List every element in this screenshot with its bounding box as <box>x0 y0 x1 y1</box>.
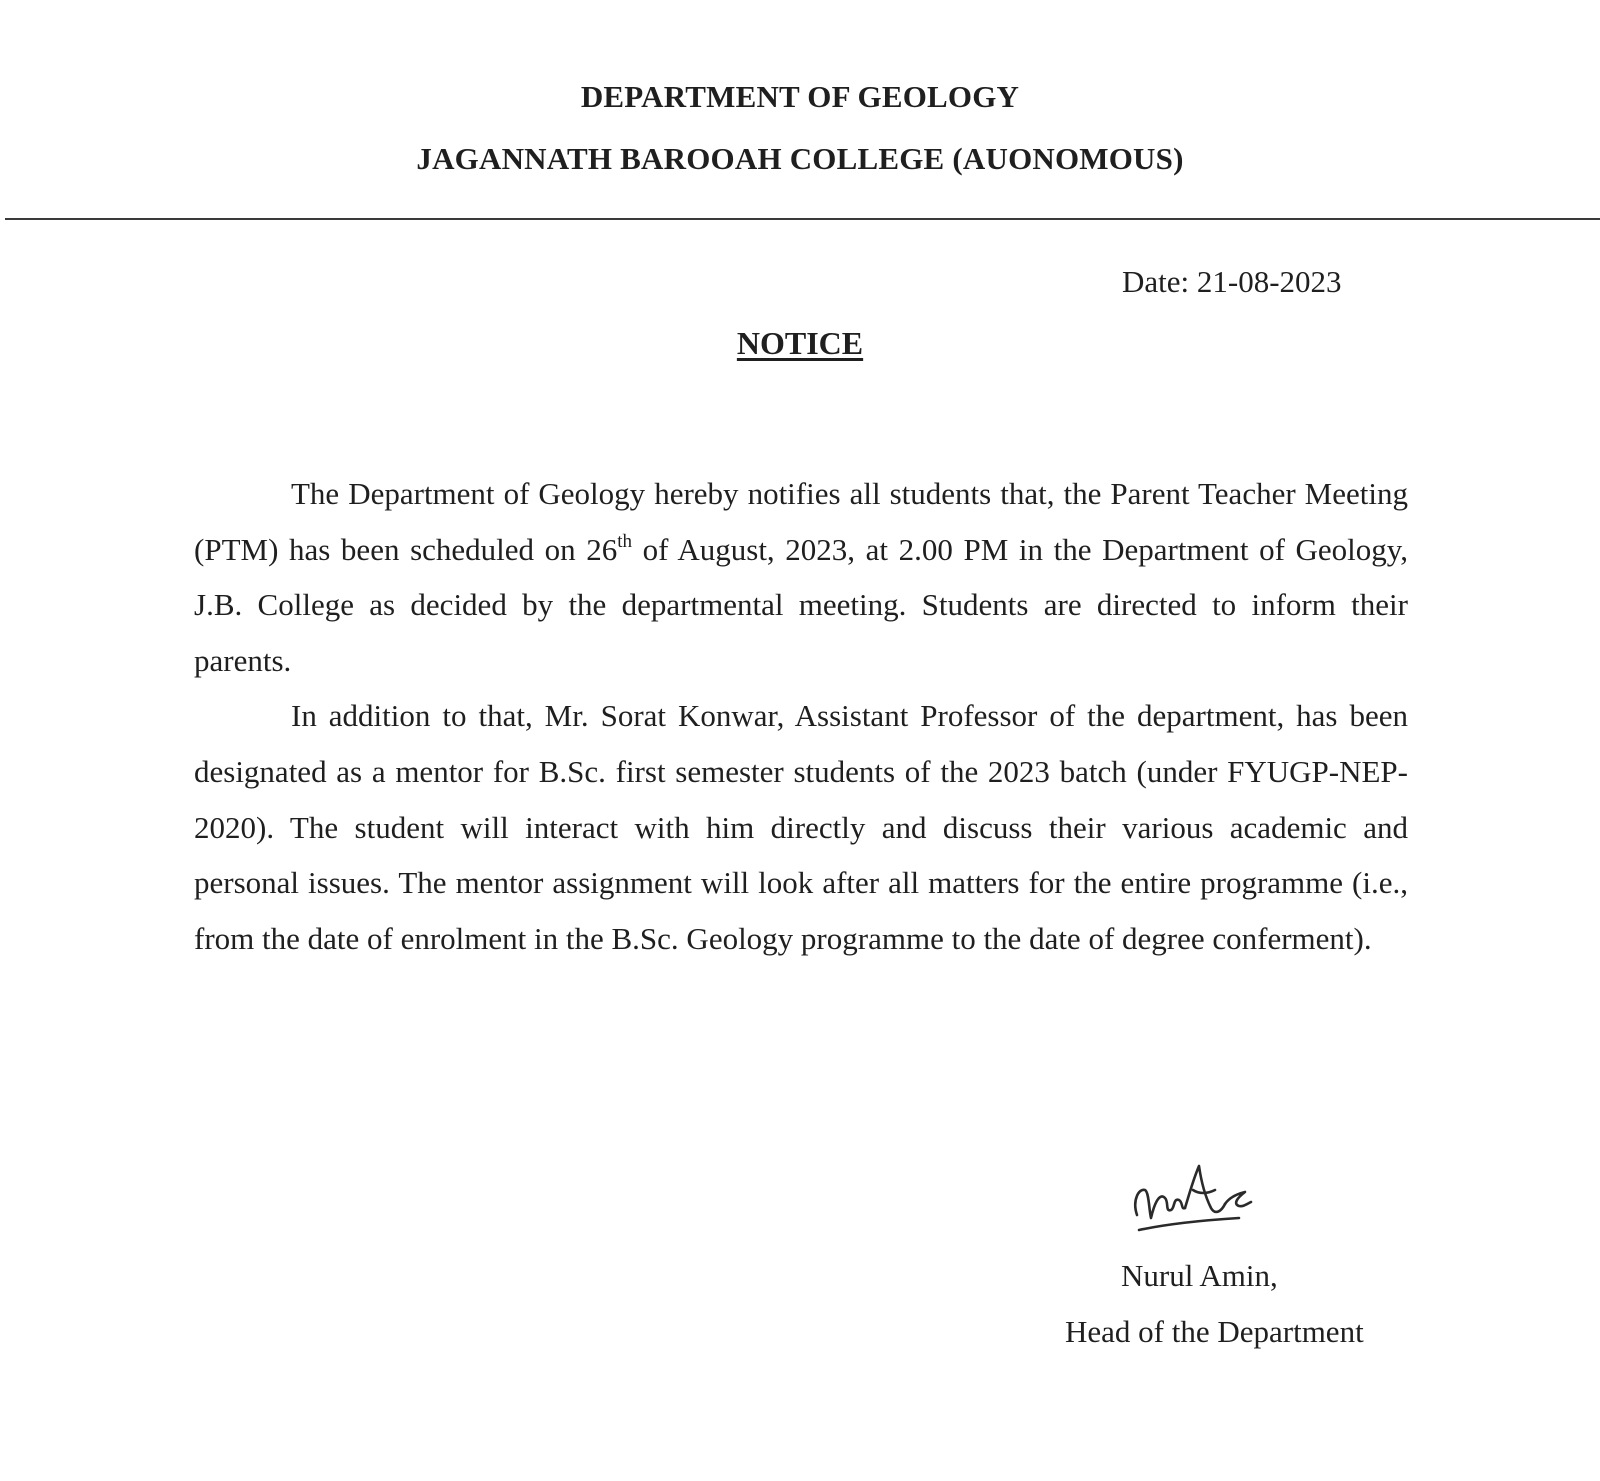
notice-paragraph-2: In addition to that, Mr. Sorat Konwar, Assistant Professor of the department, has been designated as a mentor for B.Sc. first semester students of the 2023 batch (under FYUGP-NEP-2020). The student will interact with him directly and discuss their various academic and personal issues. The mentor assignment will look after all matters for the entire programme (i.e., from the date of enrolment in the B.Sc. Geology programme to the date of degree conferment). <box>194 698 1408 956</box>
department-name: DEPARTMENT OF GEOLOGY <box>580 79 1020 114</box>
notice-date: Date: 21-08-2023 <box>1122 264 1342 299</box>
notice-body <box>194 466 1408 966</box>
signatory-designation: Head of the Department <box>1065 1314 1364 1349</box>
ordinal-suffix: th <box>617 530 633 552</box>
handwritten-signature <box>1127 1160 1267 1250</box>
paragraph-1-text-end: of August, 2023, at 2.00 PM in the Department of Geology, J.B. College as decided by the departmental meeting. Students are directed to inform their parents. <box>194 531 1409 678</box>
notice-title: NOTICE <box>736 325 864 361</box>
header-divider <box>5 218 1600 220</box>
college-name: JAGANNATH BAROOAH COLLEGE (AUONOMOUS) <box>416 141 1184 176</box>
notice-paragraph-1 <box>194 466 1408 688</box>
paragraph-1-text-start: The Department of Geology hereby notifies all students that, the Parent Teacher Meeting (PTM) has been scheduled on 26 <box>194 476 1408 567</box>
signatory-name: Nurul Amin, <box>1121 1258 1278 1293</box>
